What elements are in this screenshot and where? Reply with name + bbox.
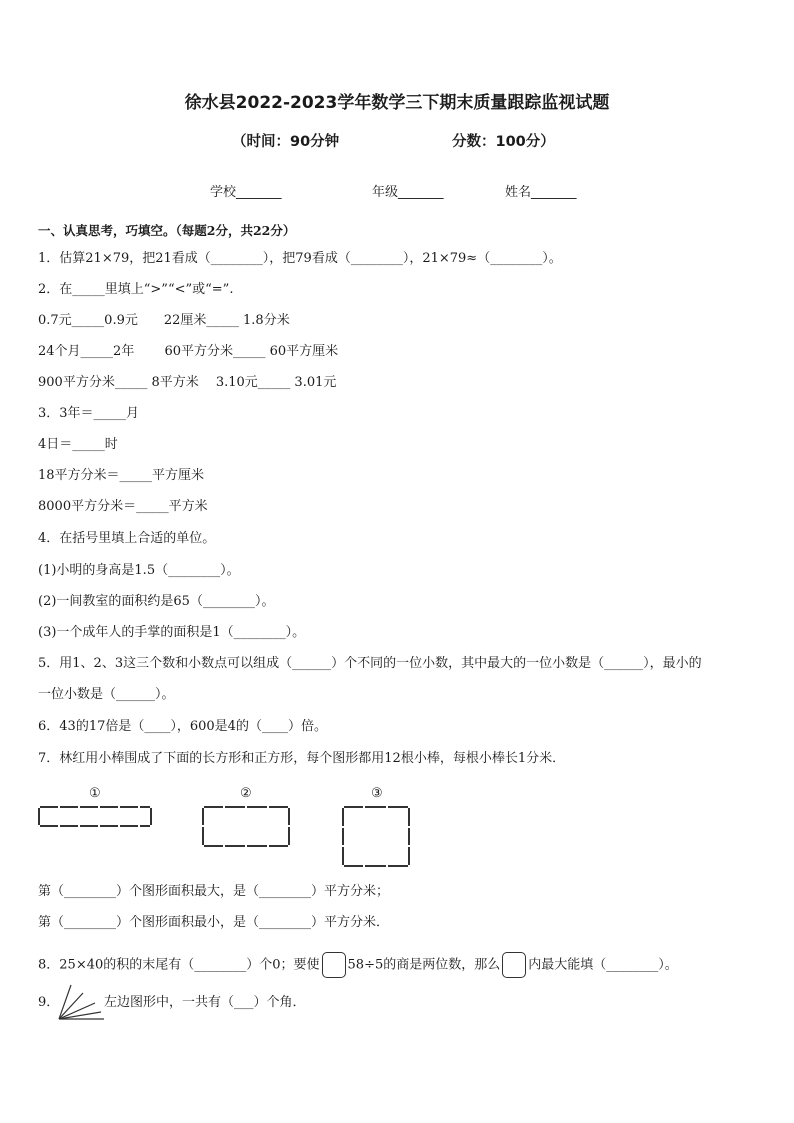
stick-figure-2 (200, 804, 295, 849)
exam-time: （时间：90分钟 (232, 134, 340, 150)
question-5-line: 5．用1、2、3这三个数和小数点可以组成（______）个不同的一位小数，其中最大的一位小数是（______），最小的 (38, 656, 702, 671)
question-2-stem: 2．在_____里填上“>”“<”或“=”. (38, 282, 234, 297)
digit-box[interactable] (502, 952, 526, 978)
question-3-line: 8000平方分米＝_____平方米 (38, 499, 208, 514)
question-2-row: 900平方分米_____ 8平方米 3.10元_____ 3.01元 (38, 375, 337, 390)
question-8-part: 58÷5的商是两位数，那么 (347, 957, 501, 973)
page-title: 徐水县2022-2023学年数学三下期末质量跟踪监视试题 (184, 93, 610, 113)
figure-label-3: ③ (371, 786, 383, 801)
question-2-row: 24个月_____2年 60平方分米_____ 60平方厘米 (38, 344, 339, 359)
angle-figure (57, 983, 107, 1023)
question-4-item: (3)一个成年人的手掌的面积是1（________）。 (38, 625, 306, 640)
question-3-line: 18平方分米＝_____平方厘米 (38, 468, 205, 483)
figure-label-1: ① (89, 786, 101, 801)
school-field[interactable]: 学校_______ (210, 185, 282, 200)
stick-figure-3 (340, 804, 415, 870)
section-heading: 一、认真思考，巧填空。（每题2分，共22分） (38, 223, 296, 238)
question-6: 6．43的17倍是（____），600是4的（____）倍。 (38, 719, 327, 734)
question-3-line: 3．3年＝_____月 (38, 406, 140, 421)
figure-label-2: ② (240, 786, 252, 801)
question-3-line: 4日＝_____时 (38, 437, 118, 452)
name-field[interactable]: 姓名_______ (505, 185, 577, 200)
question-4-item: (1)小明的身高是1.5（________）。 (38, 563, 240, 578)
question-4-item: (2)一间教室的面积约是65（________）。 (38, 594, 275, 609)
question-8-part: 内最大能填（________）。 (528, 957, 678, 973)
question-5-line: 一位小数是（______）。 (38, 687, 175, 702)
question-7-answer: 第（________）个图形面积最小，是（________）平方分米． (38, 915, 390, 930)
question-7-answer: 第（________）个图形面积最大，是（________）平方分米； (38, 884, 390, 899)
question-9-text: 左边图形中，一共有（___）个角． (104, 995, 306, 1010)
question-4-stem: 4．在括号里填上合适的单位。 (38, 531, 216, 546)
question-2-row: 0.7元_____0.9元 22厘米_____ 1.8分米 (38, 313, 290, 328)
digit-box[interactable] (322, 952, 346, 978)
question-1: 1．估算21×79，把21看成（________），把79看成（________），21×79≈（________）。 (38, 251, 562, 266)
question-9-number: 9． (38, 995, 60, 1010)
grade-field[interactable]: 年级_______ (372, 185, 444, 200)
question-8 (38, 952, 678, 978)
stick-figure-1 (36, 804, 156, 830)
exam-score: 分数：100分） (452, 134, 555, 150)
question-7-stem: 7．林红用小棒围成了下面的长方形和正方形，每个图形都用12根小棒，每根小棒长1分米． (38, 751, 566, 766)
question-8-part: 8．25×40的积的末尾有（________）个0；要使 (38, 957, 320, 973)
